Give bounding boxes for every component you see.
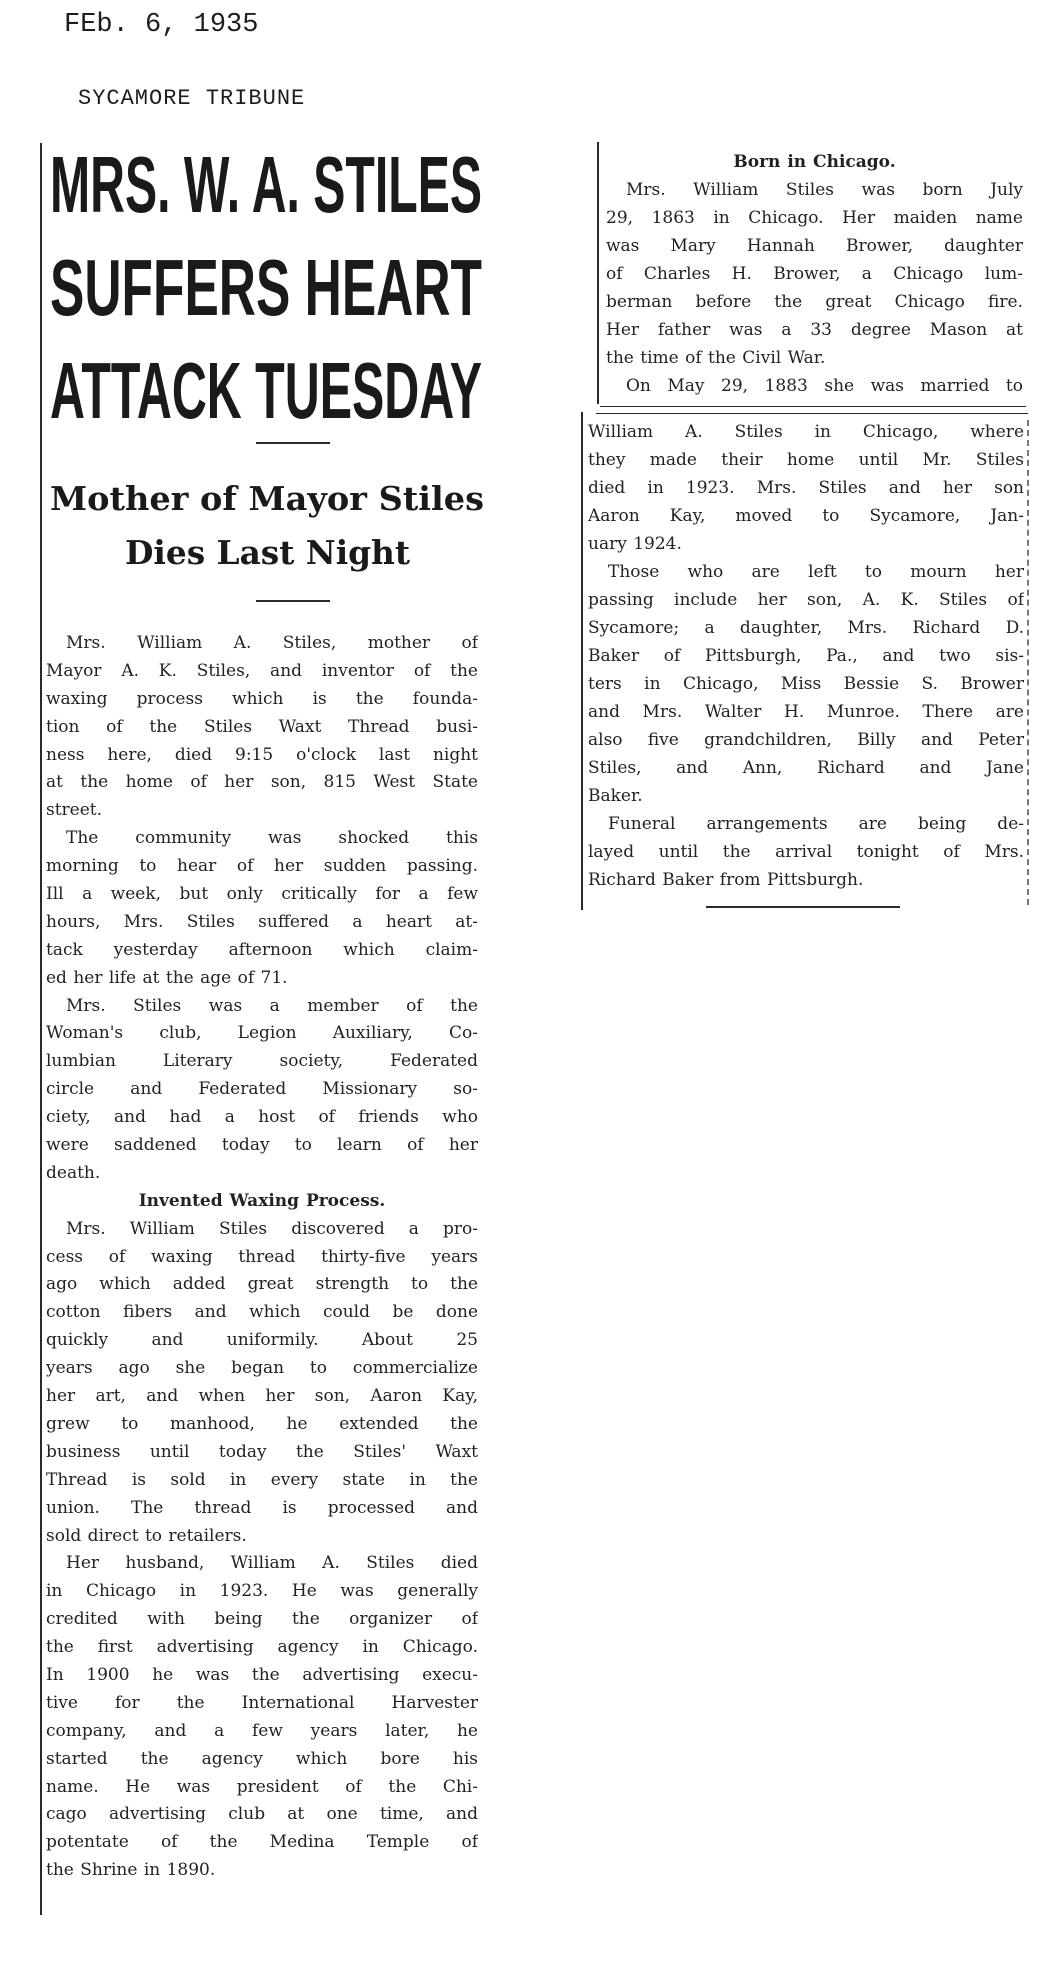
text-line: death. [46,1162,101,1183]
text-line: grew to manhood, he extended the [46,1413,478,1434]
text-line: and Mrs. Walter H. Munroe. There are [588,702,1024,722]
text-line: ed her life at the age of 71. [46,967,288,988]
text-line: died in 1923. Mrs. Stiles and her son [588,478,1024,498]
text-line: tion of the Stiles Waxt Thread busi- [46,716,478,737]
text-line: the first advertising agency in Chicago. [46,1637,478,1658]
text-line: of Charles H. Brower, a Chicago lum- [606,264,1023,284]
text-line: Mrs. William Stiles was born July [626,180,1023,200]
text-line: ness here, died 9:15 o'clock last night [46,744,478,765]
text-line: passing include her son, A. K. Stiles of [588,590,1024,610]
text-line: Her father was a 33 degree Mason at [606,320,1023,340]
text-line: hours, Mrs. Stiles suffered a heart at- [46,911,478,932]
text-line: In 1900 he was the advertising execu- [46,1664,478,1685]
subhead-line-1: Mother of Mayor Stiles [50,479,484,518]
text-line: morning to hear of her sudden passing. [46,856,478,877]
section-heading: Born in Chicago. [733,152,896,172]
text-line: Baker of Pittsburgh, Pa., and two sis- [588,646,1024,666]
text-line: name. He was president of the Chi- [46,1776,478,1797]
text-line: layed until the arrival tonight of Mrs. [588,842,1024,862]
right-article-column-bottom [588,418,1024,894]
right-top-rule [597,142,599,404]
text-line: were saddened today to learn of her [46,1135,478,1156]
text-line: Woman's club, Legion Auxiliary, Co- [46,1023,478,1044]
text-line: Mayor A. K. Stiles, and inventor of the [46,660,478,681]
text-line: street. [46,800,103,821]
subhead-divider [256,600,330,602]
text-line: in Chicago in 1923. He was generally [46,1581,478,1602]
text-line: her art, and when her son, Aaron Kay, [46,1386,478,1407]
clip-edge-rule-2 [596,413,1028,414]
text-line: uary 1924. [588,534,682,554]
text-line: started the agency which bore his [46,1748,478,1769]
text-line: the Shrine in 1890. [46,1860,216,1881]
text-line: tive for the International Harvester [46,1692,478,1713]
text-line: berman before the great Chicago fire. [606,292,1023,312]
right-dashed-edge [1027,420,1029,905]
text-line: company, and a few years later, he [46,1720,478,1741]
section-heading: Invented Waxing Process. [138,1190,386,1211]
text-line: lumbian Literary society, Federated [46,1051,478,1072]
text-line: On May 29, 1883 she was married to [626,376,1023,396]
text-line: sold direct to retailers. [46,1525,247,1546]
text-line: was Mary Hannah Brower, daughter [606,236,1023,256]
text-line: Mrs. William A. Stiles, mother of [66,633,478,653]
right-bottom-rule [581,412,583,910]
newspaper-name: SYCAMORE TRIBUNE [78,86,306,111]
text-line: Mrs. William Stiles discovered a pro- [66,1218,478,1239]
text-line: quickly and uniformily. About 25 [46,1330,478,1351]
text-line: The community was shocked this [66,828,478,849]
subhead-line-2: Dies Last Night [125,533,411,572]
text-line: cotton fibers and which could be done [46,1302,478,1323]
text-line: Mrs. Stiles was a member of the [66,995,478,1016]
clip-edge-rule [600,406,1026,407]
text-line: ters in Chicago, Miss Bessie S. Brower [588,674,1024,694]
text-line: they made their home until Mr. Stiles [588,450,1024,470]
text-line: ciety, and had a host of friends who [46,1107,478,1128]
text-line: cago advertising club at one time, and [46,1804,478,1825]
text-line: Aaron Kay, moved to Sycamore, Jan- [588,506,1024,526]
headline-divider [256,442,330,444]
headline-line-3: ATTACK TUESDAY [50,346,482,435]
text-line: credited with being the organizer of [46,1609,478,1630]
text-line: Her husband, William A. Stiles died [66,1553,478,1574]
headline-line-2: SUFFERS HEART [50,243,483,332]
text-line: cess of waxing thread thirty-five years [46,1246,478,1267]
text-line: at the home of her son, 815 West State [46,772,478,793]
text-line: waxing process which is the founda- [46,688,478,709]
text-line: the time of the Civil War. [606,348,826,368]
text-line: tack yesterday afternoon which claim- [46,939,478,960]
right-article-column-top [606,148,1023,400]
text-line: Thread is sold in every state in the [46,1469,478,1490]
text-line: circle and Federated Missionary so- [46,1079,478,1100]
text-line: Stiles, and Ann, Richard and Jane [588,758,1024,778]
text-line: Funeral arrangements are being de- [608,814,1024,834]
text-line: Richard Baker from Pittsburgh. [588,870,864,890]
text-line: also five grandchildren, Billy and Peter [588,730,1024,750]
clipping-date: FEb. 6, 1935 [64,10,259,40]
end-divider [706,906,900,908]
left-article-column [46,630,478,1885]
text-line: business until today the Stiles' Waxt [46,1441,478,1462]
text-line: ago which added great strength to the [46,1274,478,1295]
text-line: potentate of the Medina Temple of [46,1832,478,1853]
text-line: Sycamore; a daughter, Mrs. Richard D. [588,618,1024,638]
text-line: Ill a week, but only critically for a few [46,884,478,905]
text-line: Those who are left to mourn her [608,562,1024,582]
text-line: Baker. [588,786,643,806]
headline [0,0,600,600]
text-line: 29, 1863 in Chicago. Her maiden name [606,208,1023,228]
text-line: years ago she began to commercialize [46,1358,478,1379]
headline-line-1: MRS. W. A. STILES [50,140,482,229]
text-line: union. The thread is processed and [46,1497,478,1518]
text-line: William A. Stiles in Chicago, where [588,422,1024,442]
